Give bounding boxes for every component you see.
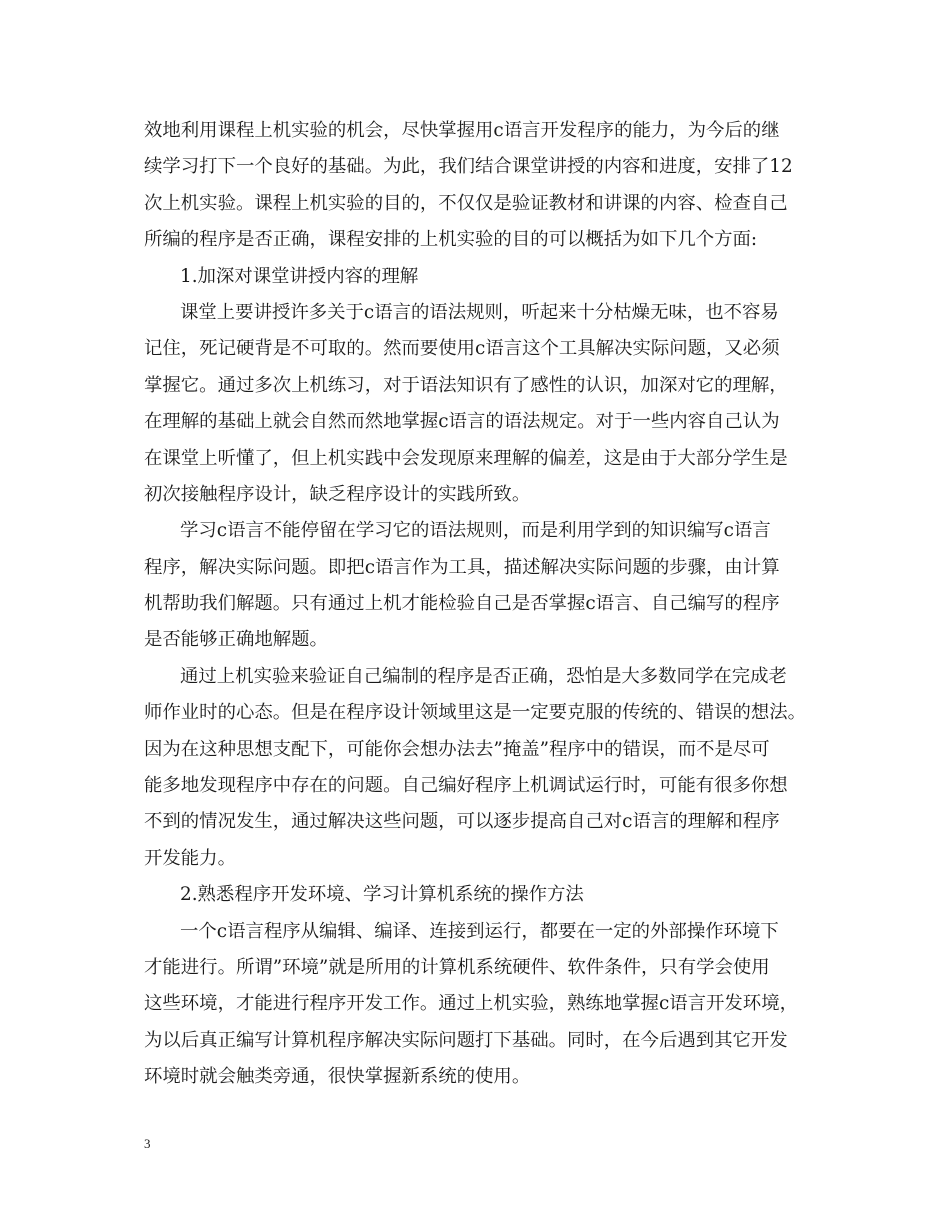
text-line: 因为在这种思想支配下，可能你会想办法去”掩盖”程序中的错误，而不是尽可 <box>144 738 770 760</box>
text-line: 环境时就会触类旁通，很快掌握新系统的使用。 <box>144 1066 531 1088</box>
text-line: 是否能够正确地解题。 <box>144 629 328 651</box>
text-line: 续学习打下一个良好的基础。为此，我们结合课堂讲授的内容和进度，安排了12 <box>144 156 793 178</box>
text-line: 在课堂上听懂了，但上机实践中会发现原来理解的偏差，这是由于大部分学生是 <box>144 447 788 469</box>
text-line: 在理解的基础上就会自然而然地掌握c语言的语法规定。对于一些内容自己认为 <box>144 411 780 433</box>
paragraph-first-line: 1.加深对课堂讲授内容的理解 <box>180 265 419 287</box>
text-line: 记住，死记硬背是不可取的。然而要使用c语言这个工具解决实际问题，又必须 <box>144 338 780 360</box>
page-number: 3 <box>144 1136 151 1151</box>
paragraph-first-line: 通过上机实验来验证自己编制的程序是否正确，恐怕是大多数同学在完成老 <box>180 665 787 687</box>
text-line: 才能进行。所谓”环境”就是所用的计算机系统硬件、软件条件，只有学会使用 <box>144 956 770 978</box>
text-line: 开发能力。 <box>144 847 236 869</box>
text-line: 能多地发现程序中存在的问题。自己编好程序上机调试运行时，可能有很多你想 <box>144 775 788 797</box>
text-line: 这些环境，才能进行程序开发工作。通过上机实验，熟练地掌握c语言开发环境， <box>144 993 798 1015</box>
text-line: 师作业时的心态。但是在程序设计领域里这是一定要克服的传统的、错误的想法。 <box>144 702 807 724</box>
paragraph-first-line: 一个c语言程序从编辑、编译、连接到运行，都要在一定的外部操作环境下 <box>180 920 779 942</box>
text-line: 不到的情况发生，通过解决这些问题，可以逐步提高自己对c语言的理解和程序 <box>144 811 780 833</box>
text-line: 机帮助我们解题。只有通过上机才能检验自己是否掌握c语言、自己编写的程序 <box>144 593 780 615</box>
paragraph-first-line: 2.熟悉程序开发环境、学习计算机系统的操作方法 <box>180 884 584 906</box>
text-line: 掌握它。通过多次上机练习，对于语法知识有了感性的认识，加深对它的理解， <box>144 374 788 396</box>
text-line: 效地利用课程上机实验的机会，尽快掌握用c语言开发程序的能力，为今后的继 <box>144 120 780 141</box>
paragraph-first-line: 课堂上要讲授许多关于c语言的语法规则，听起来十分枯燥无味，也不容易 <box>180 301 779 323</box>
text-line: 为以后真正编写计算机程序解决实际问题打下基础。同时，在今后遇到其它开发 <box>144 1029 788 1051</box>
text-line: 所编的程序是否正确，课程安排的上机实验的目的可以概括为如下几个方面: <box>144 229 758 251</box>
paragraph-first-line: 学习c语言不能停留在学习它的语法规则，而是利用学到的知识编写c语言 <box>180 520 771 542</box>
text-line: 初次接触程序设计，缺乏程序设计的实践所致。 <box>144 483 531 505</box>
text-line: 程序，解决实际问题。即把c语言作为工具，描述解决实际问题的步骤，由计算 <box>144 556 780 578</box>
text-line: 次上机实验。课程上机实验的目的，不仅仅是验证教材和讲课的内容、检查自己 <box>144 192 788 214</box>
document-body <box>144 113 808 1096</box>
